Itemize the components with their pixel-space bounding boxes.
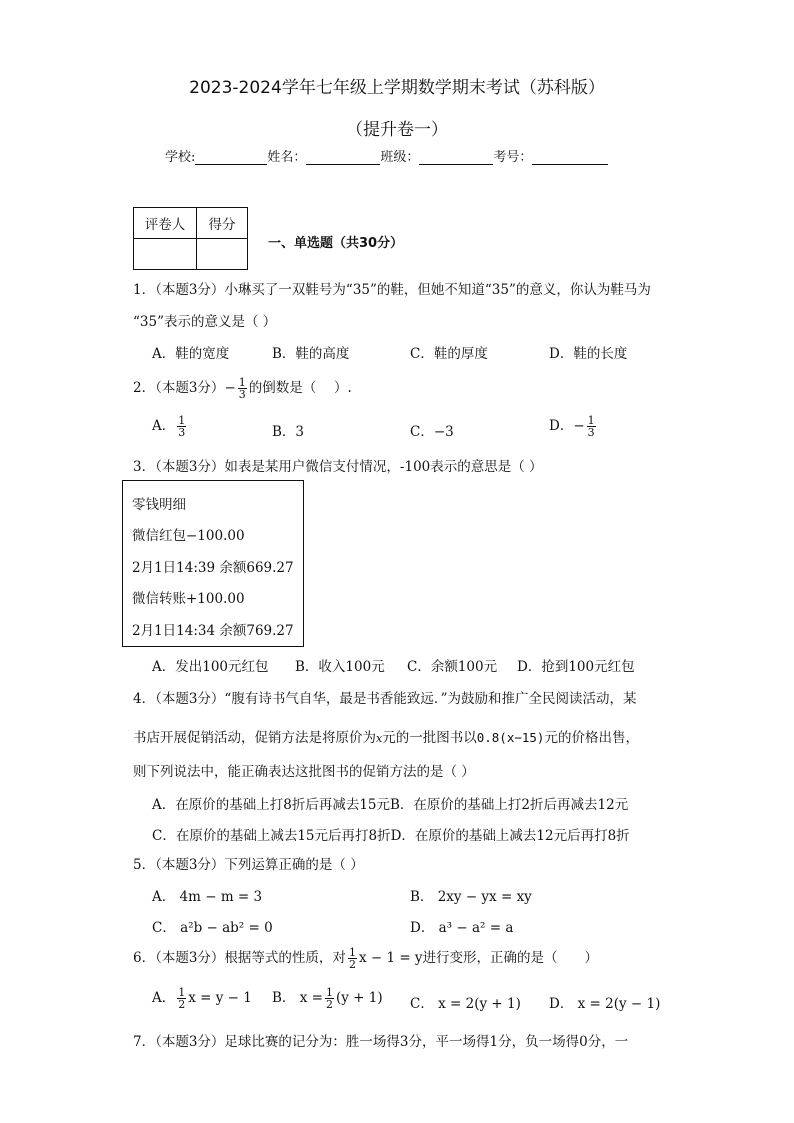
school-field[interactable]: [195, 150, 267, 165]
grader-cell[interactable]: [134, 239, 197, 270]
q7-line1: 7．（本题3分）足球比赛的记分为：胜一场得3分，平一场得1分，负一场得0分，一: [133, 1034, 629, 1050]
section-heading: 一、单选题（共30分）: [268, 236, 404, 251]
q6-option-b[interactable]: B． x = $\frac{1}{2}$ (y + 1): [272, 986, 383, 1011]
q2-option-c[interactable]: C．−3: [410, 424, 454, 440]
q1-option-c[interactable]: C．鞋的厚度: [410, 346, 488, 362]
q2-stem: [133, 376, 352, 400]
q3-option-b[interactable]: B．收入100元: [295, 659, 385, 675]
q6-option-c[interactable]: C． x = 2(y + 1): [410, 996, 521, 1012]
exam-no-label: 考号：: [493, 150, 533, 165]
score-cell[interactable]: [197, 239, 248, 270]
q5-option-b[interactable]: B． 2xy − yx = xy: [410, 889, 532, 905]
q5-option-c[interactable]: C． a²b − ab² = 0: [152, 920, 273, 936]
wallet-detail-box: [122, 480, 304, 647]
exam-title: 2023-2024学年七年级上学期数学期末考试（苏科版）: [189, 78, 605, 98]
q1-option-b[interactable]: B．鞋的高度: [272, 346, 350, 362]
name-label: 姓名：: [267, 150, 307, 165]
q3-stem: 3．（本题3分）如表是某用户微信支付情况，-100表示的意思是（ ）: [133, 459, 543, 475]
q1-option-d[interactable]: D．鞋的长度: [549, 346, 628, 362]
q1-line2: “35”表示的意义是（ ）: [133, 314, 277, 330]
q1-line1: 1．（本题3分）小琳买了一双鞋号为“35”的鞋，但她不知道“35”的意义，你认为鞋马为: [133, 282, 651, 298]
q2-fraction: $\frac{1}{3}$: [238, 376, 246, 401]
q1-option-a[interactable]: A．鞋的宽度: [152, 346, 230, 362]
q2-option-d[interactable]: D．− $\frac{1}{3}$: [549, 414, 595, 439]
class-field[interactable]: [419, 150, 493, 165]
q4-line2: 书店开展促销活动，促销方法是将原价为x元的一批图书以0.8(x−15)元的价格出售，: [133, 730, 639, 746]
q2-minus: −: [224, 380, 236, 396]
name-field[interactable]: [306, 150, 380, 165]
q2-suffix: 的倒数是（ ）.: [248, 380, 352, 396]
score-table: [133, 207, 248, 270]
q4-line3: 则下列说法中，能正确表达这批图书的促销方法的是（ ）: [133, 764, 475, 780]
q3-option-c[interactable]: C．余额100元: [407, 659, 498, 675]
q6-stem: 6．（本题3分）根据等式的性质，对 $\frac{1}{2}$ x − 1 = y进行变形，正确的是（ ）: [133, 946, 599, 971]
school-label: 学校:: [165, 150, 196, 165]
wallet-line: 微信转账+100.00: [132, 591, 245, 607]
q5-option-a[interactable]: A． 4m − m = 3: [152, 889, 263, 905]
class-label: 班级：: [380, 150, 420, 165]
student-info-line: [165, 146, 608, 165]
q3-option-d[interactable]: D．抢到100元红包: [517, 659, 635, 675]
q5-option-d[interactable]: D． a³ − a² = a: [410, 920, 514, 936]
wallet-line: 微信红包−100.00: [132, 528, 245, 544]
q4-line1: 4．（本题3分）“腹有诗书气自华，最是书香能致远．”为鼓励和推广全民阅读活动，某: [133, 691, 637, 707]
q4-options-ab[interactable]: A．在原价的基础上打8折后再减去15元B．在原价的基础上打2折后再减去12元: [152, 797, 629, 813]
q6-option-d[interactable]: D． x = 2(y − 1): [549, 996, 661, 1012]
exam-no-field[interactable]: [532, 150, 608, 165]
q4-options-cd[interactable]: C．在原价的基础上减去15元后再打8折D．在原价的基础上减去12元后再打8折: [152, 828, 630, 844]
q2-prefix: 2．（本题3分）: [133, 380, 225, 396]
score-header: 得分: [197, 208, 248, 239]
q5-stem: 5．（本题3分）下列运算正确的是（ ）: [133, 857, 364, 873]
wallet-line: 零钱明细: [132, 497, 186, 513]
q2-option-a[interactable]: A． $\frac{1}{3}$: [152, 414, 186, 439]
wallet-line: 2月1日14:34 余额769.27: [132, 623, 294, 639]
exam-subtitle: （提升卷一）: [346, 120, 448, 140]
q3-option-a[interactable]: A．发出100元红包: [152, 659, 269, 675]
wallet-line: 2月1日14:39 余额669.27: [132, 560, 294, 576]
q6-option-a[interactable]: A． $\frac{1}{2}$ x = y − 1: [152, 986, 252, 1011]
grader-header: 评卷人: [134, 208, 197, 239]
q2-option-b[interactable]: B．3: [272, 424, 305, 440]
